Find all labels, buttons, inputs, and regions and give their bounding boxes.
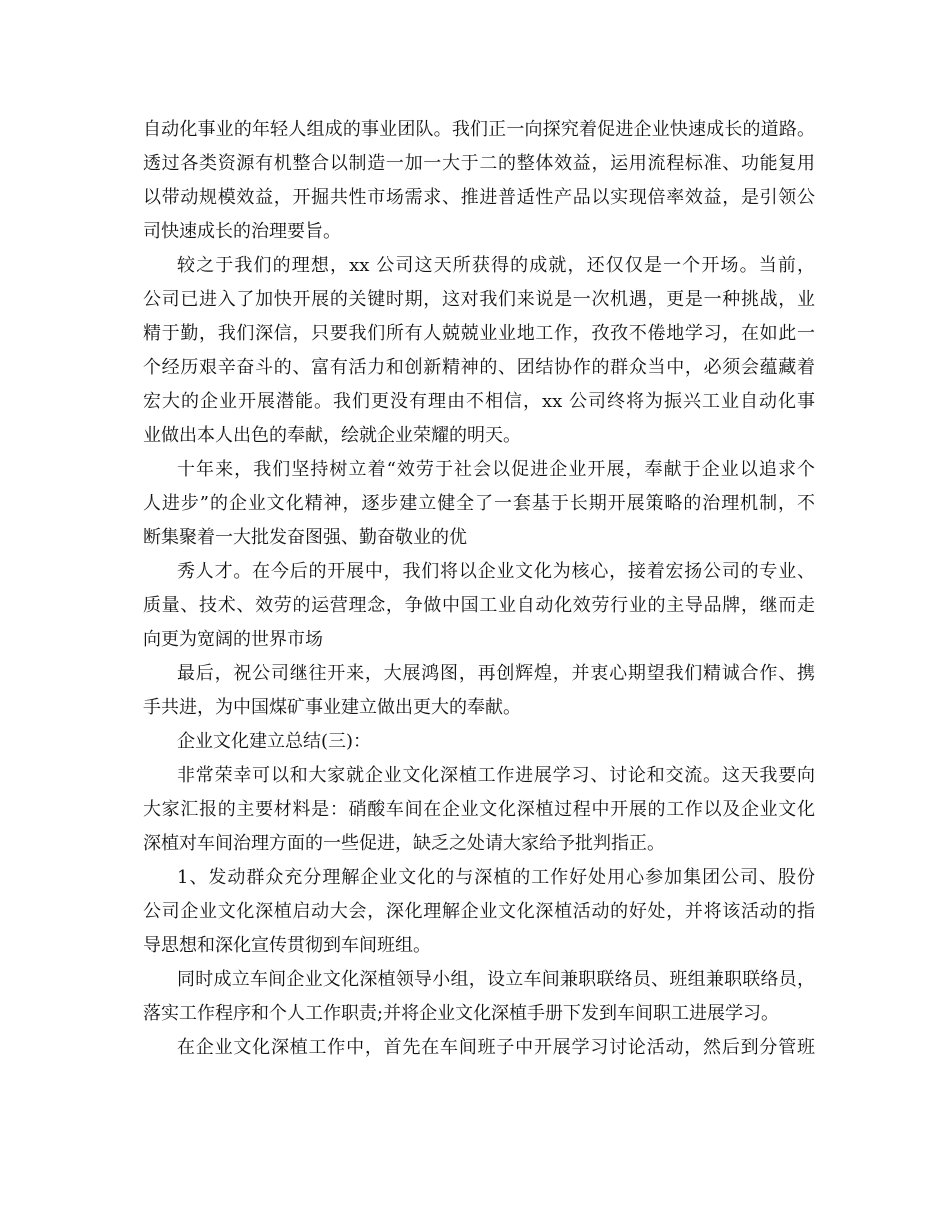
text-line: 公司已进入了加快开展的关键时期，这对我们来说是一次机遇，更是一种挑战，业 <box>143 289 815 310</box>
text-line: 手共进，为中国煤矿事业建立做出更大的奉献。 <box>143 697 521 718</box>
text-line: 向更为宽阔的世界市场 <box>143 629 323 650</box>
text-line: 1、发动群众充分理解企业文化的与深植的工作好处用心参加集团公司、股份 <box>177 867 815 888</box>
text-line: 自动化事业的年轻人组成的事业团队。我们正一向探究着促进企业快速成长的道路。 <box>143 119 815 140</box>
text-line: 导思想和深化宣传贯彻到车间班组。 <box>143 935 431 956</box>
text-line: 业做出本人出色的奉献，绘就企业荣耀的明天。 <box>143 425 521 446</box>
text-line: 大家汇报的主要材料是：硝酸车间在企业文化深植过程中开展的工作以及企业文化 <box>143 799 815 820</box>
text-line: 人进步”的企业文化精神，逐步建立健全了一套基于长期开展策略的治理机制，不 <box>143 493 815 514</box>
text-line: 深植对车间治理方面的一些促进，缺乏之处请大家给予批判指正。 <box>143 833 665 854</box>
text-line: 较之于我们的理想，xx 公司这天所获得的成就，还仅仅是一个开场。当前， <box>177 255 815 276</box>
text-line: 质量、技术、效劳的运营理念，争做中国工业自动化效劳行业的主导品牌，继而走 <box>143 595 815 616</box>
text-line: 透过各类资源有机整合以制造一加一大于二的整体效益，运用流程标准、功能复用 <box>143 153 815 174</box>
text-line: 公司企业文化深植启动大会，深化理解企业文化深植活动的好处，并将该活动的指 <box>143 901 815 922</box>
document-body <box>143 113 815 1065</box>
text-line: 以带动规模效益，开掘共性市场需求、推进普适性产品以实现倍率效益，是引领公 <box>143 187 815 208</box>
text-line: 落实工作程序和个人工作职责;并将企业文化深植手册下发到车间职工进展学习。 <box>143 1003 780 1024</box>
text-line: 秀人才。在今后的开展中，我们将以企业文化为核心，接着宏扬公司的专业、 <box>177 561 815 582</box>
section-heading: 企业文化建立总结(三)： <box>177 731 372 752</box>
text-line: 十年来，我们坚持树立着“效劳于社会以促进企业开展，奉献于企业以追求个 <box>177 459 815 480</box>
text-line: 在企业文化深植工作中，首先在车间班子中开展学习讨论活动，然后到分管班 <box>177 1037 815 1058</box>
text-line: 同时成立车间企业文化深植领导小组，设立车间兼职联络员、班组兼职联络员， <box>177 969 815 990</box>
text-line: 个经历艰辛奋斗的、富有活力和创新精神的、团结协作的群众当中，必须会蕴藏着 <box>143 357 815 378</box>
text-line: 司快速成长的治理要旨。 <box>143 221 341 242</box>
text-line: 断集聚着一大批发奋图强、勤奋敬业的优 <box>143 527 467 548</box>
text-line: 非常荣幸可以和大家就企业文化深植工作进展学习、讨论和交流。这天我要向 <box>177 765 815 786</box>
text-line: 最后，祝公司继往开来，大展鸿图，再创辉煌，并衷心期望我们精诚合作、携 <box>177 663 815 684</box>
text-line: 宏大的企业开展潜能。我们更没有理由不相信，xx 公司终将为振兴工业自动化事 <box>143 391 815 412</box>
text-line: 精于勤，我们深信，只要我们所有人兢兢业业地工作，孜孜不倦地学习，在如此一 <box>143 323 815 344</box>
